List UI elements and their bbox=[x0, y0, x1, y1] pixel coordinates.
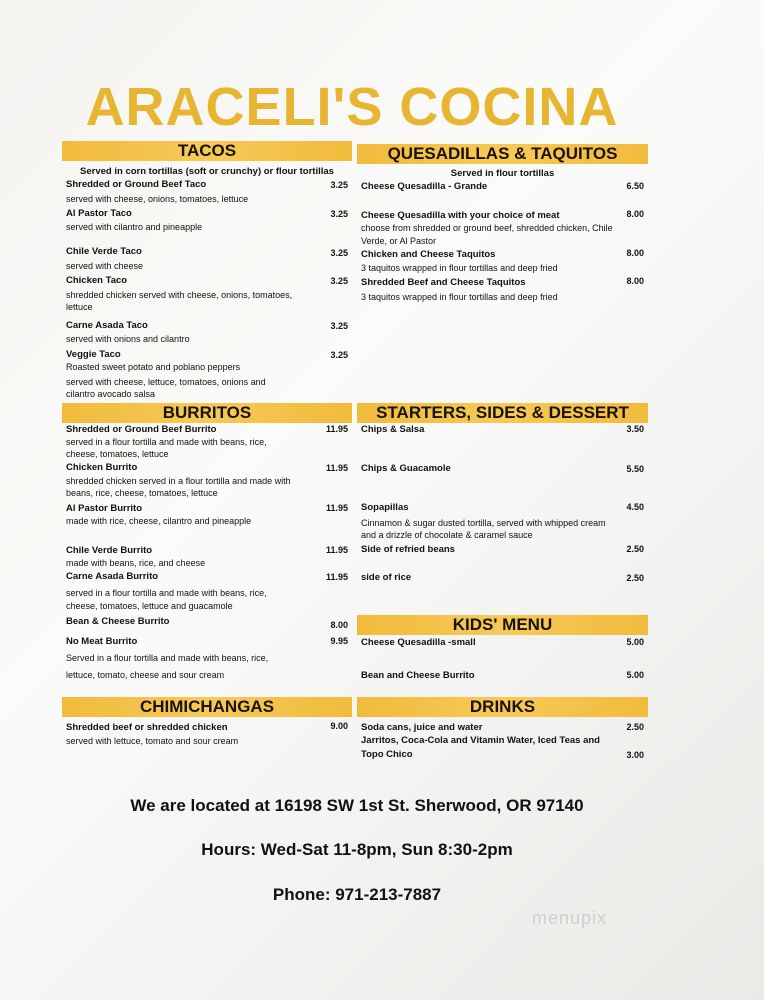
section-header-chimichangas: CHIMICHANGAS bbox=[62, 697, 352, 717]
menu-item-name: Chicken and Cheese Taquitos bbox=[361, 249, 496, 260]
menu-item-name: Jarritos, Coca-Cola and Vitamin Water, Iced Teas and bbox=[361, 735, 600, 746]
menu-item-name: Cheese Quesadilla with your choice of meat bbox=[361, 210, 560, 221]
menu-item-name: Veggie Taco bbox=[66, 349, 121, 360]
address-text: We are located at 16198 SW 1st St. Sherwood, OR 97140 bbox=[130, 796, 584, 815]
menu-item-price: 2.50 bbox=[626, 722, 644, 732]
menu-item-name: Carne Asada Burrito bbox=[66, 571, 159, 582]
left-column bbox=[62, 0, 352, 800]
menu-item-price: 8.00 bbox=[626, 209, 644, 219]
menu-item-price: 2.50 bbox=[626, 573, 644, 583]
menu-item-name: Bean & Cheese Burrito bbox=[66, 616, 170, 627]
menu-item-price: 8.00 bbox=[626, 276, 644, 286]
menu-item-desc: served with cheese bbox=[66, 261, 144, 271]
section-header-quesadillas: QUESADILLAS & TAQUITOS bbox=[357, 144, 648, 164]
menu-item-name: Al Pastor Burrito bbox=[66, 503, 143, 514]
menu-item-name: side of rice bbox=[361, 572, 412, 583]
menu-item-price: 2.50 bbox=[626, 544, 644, 554]
menu-item-desc: 3 taquitos wrapped in flour tortillas and deep fried bbox=[361, 292, 558, 302]
restaurant-title: ARACELI'S COCINA bbox=[85, 77, 619, 137]
menu-item-price: 3.25 bbox=[330, 248, 348, 258]
menu-item-name: Al Pastor Taco bbox=[66, 208, 132, 219]
right-column bbox=[357, 0, 648, 800]
menu-item-name: Cheese Quesadilla - Grande bbox=[361, 181, 488, 192]
menu-item-desc: made with rice, cheese, cilantro and pineapple bbox=[66, 516, 252, 526]
menu-item-price: 3.25 bbox=[330, 209, 348, 219]
menu-item-desc: and a drizzle of chocolate & caramel sauce bbox=[361, 530, 533, 540]
menu-item-price: 11.95 bbox=[325, 463, 348, 473]
menu-item-desc: beans, rice, cheese, tomatoes, lettuce bbox=[66, 488, 218, 498]
section-header-starters: STARTERS, SIDES & DESSERT bbox=[357, 403, 648, 423]
menu-item-desc: lettuce bbox=[66, 302, 93, 312]
menu-item-name: Shredded or Ground Beef Taco bbox=[66, 179, 207, 190]
menu-item-price: 11.95 bbox=[325, 572, 348, 582]
menu-item-desc: served with cilantro and pineapple bbox=[66, 222, 203, 232]
menu-item-desc: cheese, tomatoes, lettuce bbox=[66, 449, 169, 459]
menu-item-desc: Served in a flour tortilla and made with beans, rice, bbox=[66, 653, 269, 663]
menu-item-name: Shredded or Ground Beef Burrito bbox=[66, 424, 217, 435]
menu-item-price: 3.25 bbox=[330, 276, 348, 286]
menu-item-name: Shredded beef or shredded chicken bbox=[66, 722, 228, 733]
menu-item-price: 5.50 bbox=[626, 464, 644, 474]
hours-text: Hours: Wed-Sat 11-8pm, Sun 8:30-2pm bbox=[201, 840, 513, 859]
menu-item-name: Chicken Taco bbox=[66, 275, 128, 286]
menu-item-desc: choose from shredded or ground beef, shredded chicken, Chile bbox=[361, 223, 613, 233]
menu-item-price: 3.25 bbox=[330, 350, 348, 360]
menu-item-price: 3.50 bbox=[626, 424, 644, 434]
tacos-note: Served in corn tortillas (soft or crunchy) or flour tortillas bbox=[80, 166, 334, 177]
menu-item-price: 9.00 bbox=[330, 721, 348, 731]
menu-item-price: 11.95 bbox=[325, 503, 348, 513]
menu-item-desc: made with beans, rice, and cheese bbox=[66, 558, 206, 568]
menu-item-price: 3.00 bbox=[626, 750, 644, 760]
menu-item-desc: Cinnamon & sugar dusted tortilla, served with whipped cream bbox=[361, 518, 606, 528]
menu-item-name: Chips & Guacamole bbox=[361, 463, 451, 474]
menu-item-price: 5.00 bbox=[626, 637, 644, 647]
menu-item-desc: served with lettuce, tomato and sour cream bbox=[66, 736, 239, 746]
menu-item-price: 9.95 bbox=[330, 636, 348, 646]
section-header-burritos: BURRITOS bbox=[62, 403, 352, 423]
section-header-kids-menu: KIDS' MENU bbox=[357, 615, 648, 635]
menu-item-name: Sopapillas bbox=[361, 502, 409, 513]
menu-item-desc: shredded chicken served in a flour tortilla and made with bbox=[66, 476, 291, 486]
phone-text: Phone: 971-213-7887 bbox=[272, 885, 442, 904]
menu-item-name-continued: Topo Chico bbox=[361, 749, 413, 760]
menu-item-name: Side of refried beans bbox=[361, 544, 455, 555]
menu-item-desc: cilantro avocado salsa bbox=[66, 389, 156, 399]
menu-item-name: Chile Verde Burrito bbox=[66, 545, 153, 556]
menu-item-price: 5.00 bbox=[626, 670, 644, 680]
menu-item-name: Chicken Burrito bbox=[66, 462, 138, 473]
menu-item-desc: 3 taquitos wrapped in flour tortillas and deep fried bbox=[361, 263, 558, 273]
menu-item-desc: Verde, or Al Pastor bbox=[361, 236, 437, 246]
menu-item-price: 11.95 bbox=[325, 424, 348, 434]
menu-item-name: Chile Verde Taco bbox=[66, 246, 142, 257]
menu-item-desc: lettuce, tomato, cheese and sour cream bbox=[66, 670, 225, 680]
menu-item-price: 3.25 bbox=[330, 321, 348, 331]
menu-item-price: 4.50 bbox=[626, 502, 644, 512]
menu-item-desc: served with cheese, lettuce, tomatoes, onions and bbox=[66, 377, 266, 387]
menu-item-desc: served with cheese, onions, tomatoes, lettuce bbox=[66, 194, 249, 204]
menu-item-price: 11.95 bbox=[325, 545, 348, 555]
menu-item-desc: Roasted sweet potato and poblano peppers bbox=[66, 362, 241, 372]
section-header-tacos: TACOS bbox=[62, 141, 352, 161]
menu-item-price: 8.00 bbox=[330, 620, 348, 630]
menu-item-name: No Meat Burrito bbox=[66, 636, 138, 647]
menu-item-name: Shredded Beef and Cheese Taquitos bbox=[361, 277, 526, 288]
watermark: menupix bbox=[532, 908, 608, 928]
section-header-drinks: DRINKS bbox=[357, 697, 648, 717]
menu-item-desc: cheese, tomatoes, lettuce and guacamole bbox=[66, 601, 233, 611]
menu-item-name: Cheese Quesadilla -small bbox=[361, 637, 476, 648]
menu-item-desc: shredded chicken served with cheese, onions, tomatoes, bbox=[66, 290, 293, 300]
quesadillas-note: Served in flour tortillas bbox=[450, 168, 555, 179]
menu-item-desc: served in a flour tortilla and made with beans, rice, bbox=[66, 437, 267, 447]
menu-item-price: 6.50 bbox=[626, 181, 644, 191]
menu-item-name: Carne Asada Taco bbox=[66, 320, 148, 331]
menu-item-price: 3.25 bbox=[330, 180, 348, 190]
menu-item-name: Chips & Salsa bbox=[361, 424, 425, 435]
menu-item-name: Bean and Cheese Burrito bbox=[361, 670, 475, 681]
menu-item-desc: served with onions and cilantro bbox=[66, 334, 190, 344]
menu-item-desc: served in a flour tortilla and made with beans, rice, bbox=[66, 588, 267, 598]
menu-item-price: 8.00 bbox=[626, 248, 644, 258]
menu-item-name: Soda cans, juice and water bbox=[361, 722, 483, 733]
